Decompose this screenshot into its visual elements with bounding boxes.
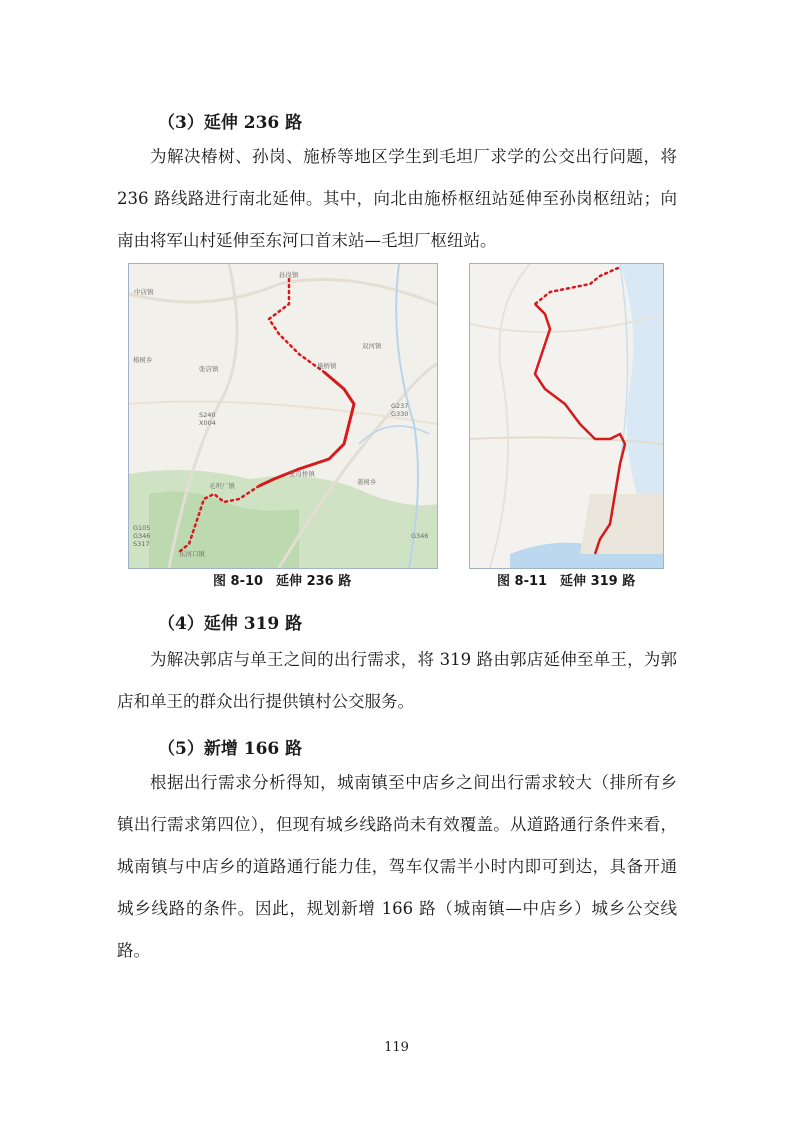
map-label: 施桥镇 xyxy=(317,362,337,370)
section5-heading: （5）新增 166 路 xyxy=(158,739,303,759)
map-label: G237 xyxy=(391,402,409,410)
section4-heading: （4）延伸 319 路 xyxy=(158,614,303,634)
figure-caption-8-11: 图 8-11 延伸 319 路 xyxy=(497,574,636,589)
map-label: 东河口镇 xyxy=(179,550,205,558)
map-label: 张母桥镇 xyxy=(289,470,315,478)
map-label: G330 xyxy=(391,410,409,418)
map-label: S317 xyxy=(133,540,150,548)
map-label: 孙岗镇 xyxy=(279,271,299,279)
map-route-236 xyxy=(128,263,438,569)
page-number: 119 xyxy=(384,1040,409,1055)
section3-paragraph: 为解决椿树、孙岗、施桥等地区学生到毛坦厂求学的公交出行问题，将 236 路线路进行南北延伸。其中，向北由施桥枢纽站延伸至孙岗枢纽站；向南由将军山村延伸至东河口首末站—毛坦厂枢纽站。 xyxy=(117,147,677,250)
map-label: 张店镇 xyxy=(199,365,219,373)
map-label: G346 xyxy=(133,532,151,540)
map-label: X004 xyxy=(199,419,216,427)
section5-paragraph: 根据出行需求分析得知，城南镇至中店乡之间出行需求较大（排所有乡镇出行需求第四位），但现有城乡线路尚未有效覆盖。从道路通行条件来看，城南镇与中店乡的道路通行能力佳，驾车仅需半小时内即可到达，具备开通城乡线路的条件。因此，规划新增 166 路（城南镇—中店乡）城乡公交线路。 xyxy=(117,773,677,960)
section4-paragraph: 为解决郭店与单王之间的出行需求，将 319 路由郭店延伸至单王，为郭店和单王的群众出行提供镇村公交服务。 xyxy=(117,650,677,711)
map-label: S240 xyxy=(199,411,216,419)
map-label: G105 xyxy=(133,524,151,532)
map-label: 中店镇 xyxy=(134,288,154,296)
map-label: 姜树乡 xyxy=(357,478,377,486)
figure-caption-8-10: 图 8-10 延伸 236 路 xyxy=(213,574,352,589)
map-label: 毛坦厂镇 xyxy=(209,482,235,490)
map-label: 椿树乡 xyxy=(133,356,153,364)
map-label: G346 xyxy=(411,532,429,540)
map-route-319 xyxy=(469,263,664,569)
section3-heading: （3）延伸 236 路 xyxy=(158,113,303,133)
map-label: 双河镇 xyxy=(362,342,382,350)
